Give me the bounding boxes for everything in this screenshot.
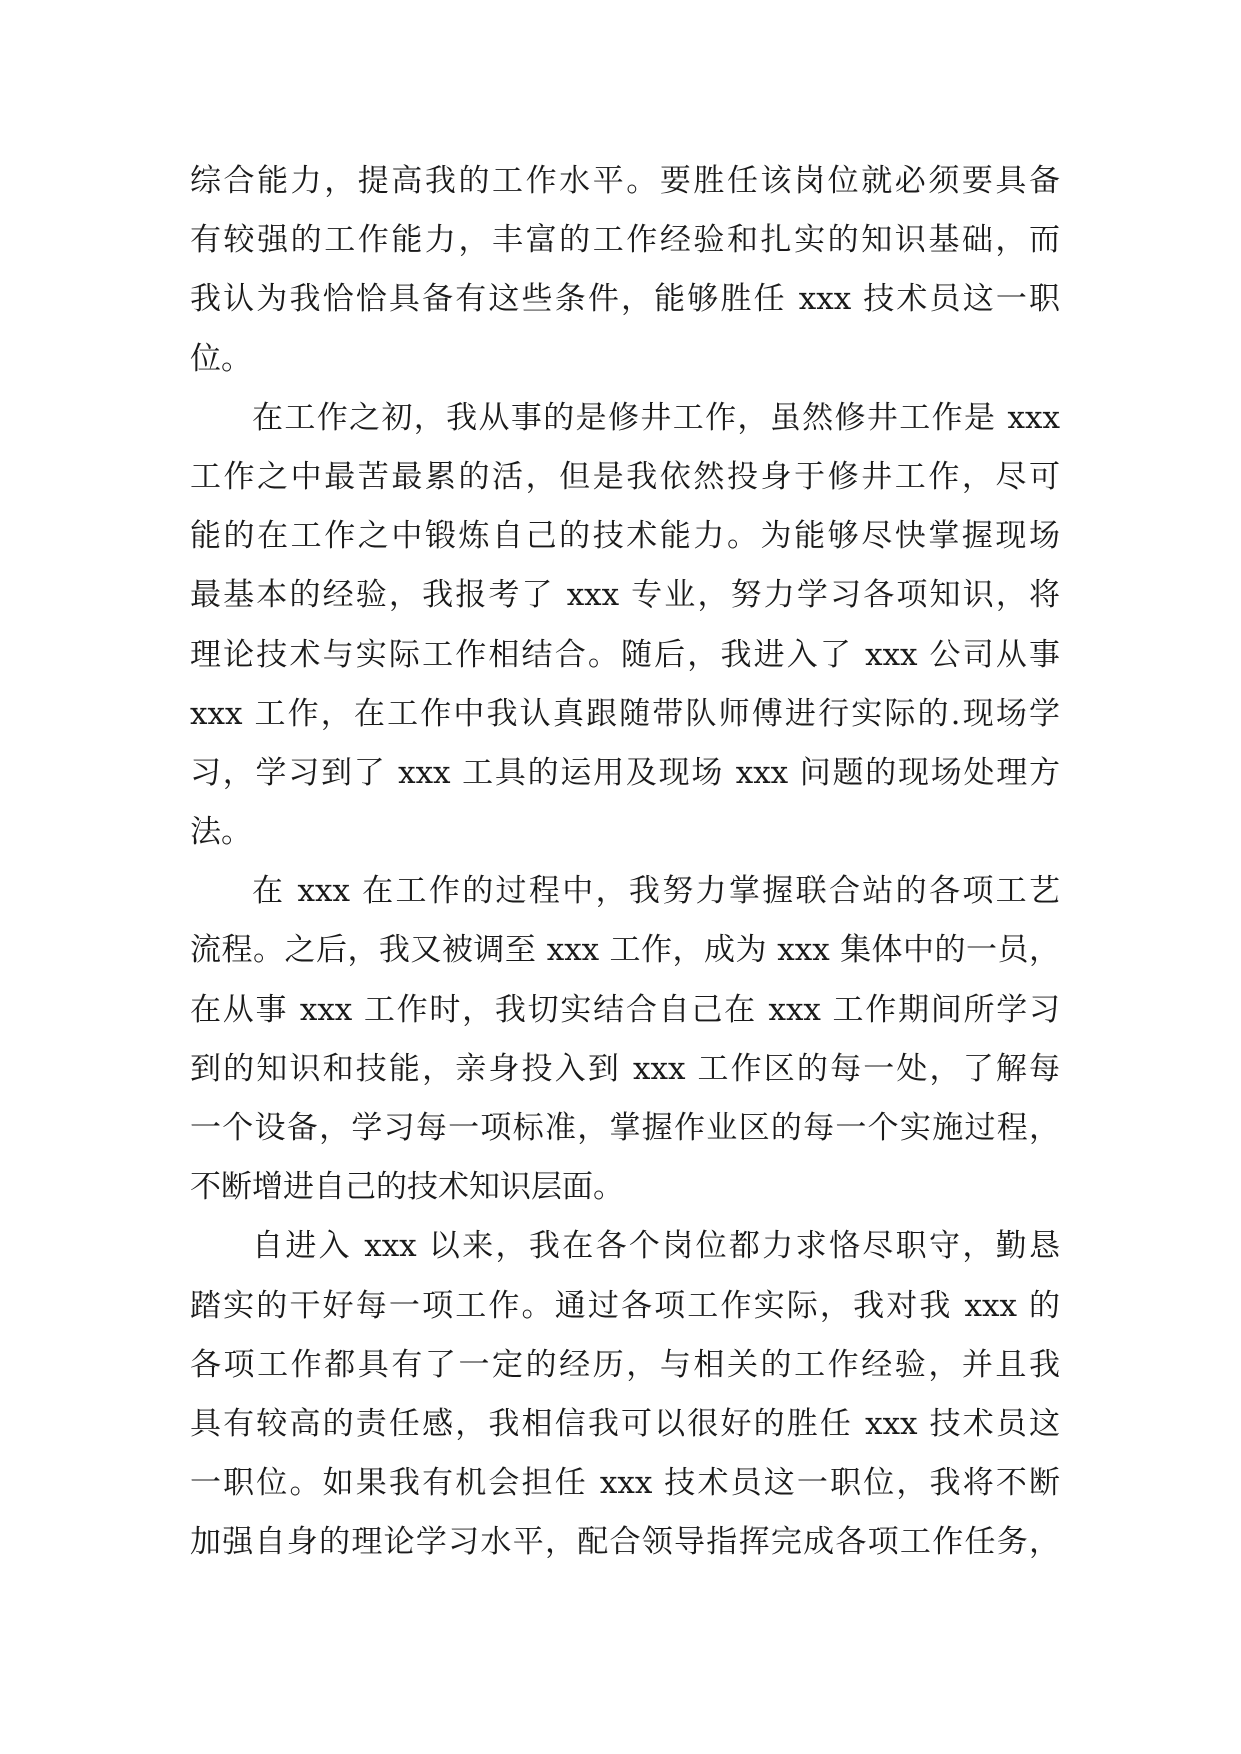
text-line: 工作之中最苦最累的活，但是我依然投身于修井工作，尽可 [190,458,1060,495]
text-line: 最基本的经验，我报考了 xxx 专业，努力学习各项知识，将 [190,577,1060,614]
text-line: 法。 [190,814,252,851]
text-line: 不断增进自己的技术知识层面。 [190,1169,624,1206]
text-line: 踏实的干好每一项工作。通过各项工作实际，我对我 xxx 的 [190,1287,1060,1324]
document-body [190,152,1060,1573]
text-line: 有较强的工作能力，丰富的工作经验和扎实的知识基础，而 [190,222,1060,259]
paragraph-first-line: 在 xxx 在工作的过程中，我努力掌握联合站的各项工艺 [252,873,1060,910]
paragraph-first-line: 在工作之初，我从事的是修井工作，虽然修井工作是 xxx [252,399,1060,436]
text-line: 综合能力，提高我的工作水平。要胜任该岗位就必须要具备 [190,163,1060,199]
text-line: xxx 工作，在工作中我认真跟随带队师傅进行实际的.现场学 [190,695,1060,732]
text-line: 位。 [190,340,252,377]
text-line: 习，学习到了 xxx 工具的运用及现场 xxx 问题的现场处理方 [190,754,1060,791]
text-line: 能的在工作之中锻炼自己的技术能力。为能够尽快掌握现场 [190,518,1060,555]
paragraph-first-line: 自进入 xxx 以来，我在各个岗位都力求恪尽职守，勤恳 [252,1228,1060,1265]
text-line: 一个设备，学习每一项标准，掌握作业区的每一个实施过程， [190,1110,1060,1146]
text-line: 加强自身的理论学习水平，配合领导指挥完成各项工作任务， [190,1524,1060,1561]
text-line: 具有较高的责任感，我相信我可以很好的胜任 xxx 技术员这 [190,1405,1060,1442]
text-line: 理论技术与实际工作相结合。随后，我进入了 xxx 公司从事 [190,636,1060,673]
text-line: 一职位。如果我有机会担任 xxx 技术员这一职位，我将不断 [190,1465,1060,1502]
text-line: 流程。之后，我又被调至 xxx 工作，成为 xxx 集体中的一员， [190,932,1060,969]
text-line: 在从事 xxx 工作时，我切实结合自己在 xxx 工作期间所学习 [190,991,1060,1028]
text-line: 到的知识和技能，亲身投入到 xxx 工作区的每一处，了解每 [190,1050,1060,1087]
text-line: 我认为我恰恰具备有这些条件，能够胜任 xxx 技术员这一职 [190,281,1060,318]
text-line: 各项工作都具有了一定的经历，与相关的工作经验，并且我 [190,1346,1060,1383]
